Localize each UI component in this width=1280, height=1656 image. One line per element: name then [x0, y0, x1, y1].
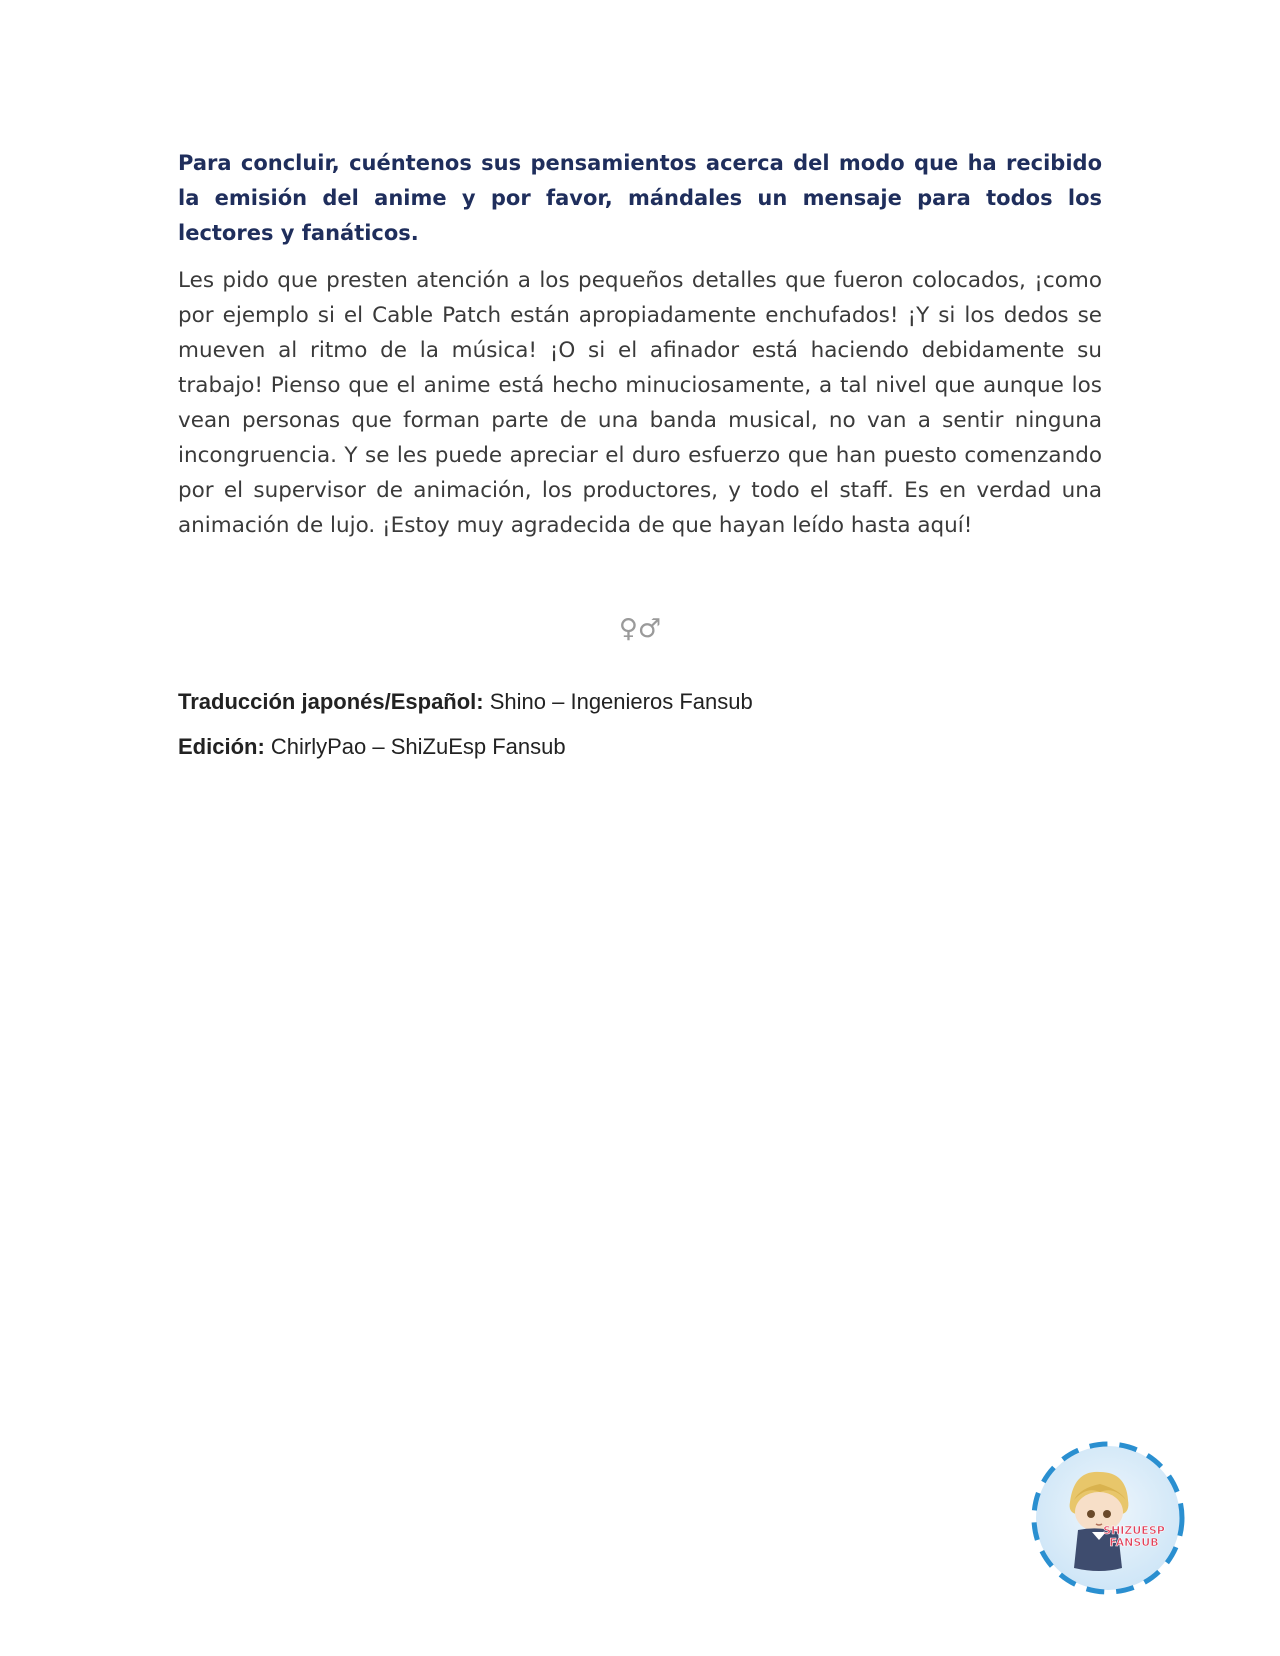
translation-credit-label: Traducción japonés/Español: — [178, 689, 484, 714]
edition-credit-value: ChirlyPao – ShiZuEsp Fansub — [264, 734, 566, 759]
edition-credit — [178, 734, 1102, 760]
credits-block — [178, 689, 1102, 760]
translation-credit — [178, 689, 1102, 715]
interview-answer: Les pido que presten atención a los pequeños detalles que fueron colocados, ¡como por ejemplo si el Cable Patch están apropiadamente enchufados! ¡Y si los dedos se mueven al ritmo de la música! ¡O si el afinador está haciendo debidamente su trabajo! Pienso que el anime está hecho minuciosamente, a tal nivel que aunque los vean personas que forman parte de una banda musical, no van a sentir ninguna incongruencia. Y se les puede apreciar el duro esfuerzo que han puesto comenzando por el supervisor de animación, los productores, y todo el staff. Es en verdad una animación de lujo. ¡Estoy muy agradecida de que hayan leído hasta aquí! — [178, 268, 1102, 538]
edition-credit-label: Edición: — [178, 734, 265, 759]
translation-credit-value: Shino – Ingenieros Fansub — [483, 689, 753, 714]
logo-text-line1: SHIZUESP — [1103, 1524, 1165, 1537]
shizuesp-fansub-logo — [1030, 1440, 1186, 1596]
document-content — [178, 146, 1102, 779]
logo-text-line2: FANSUB — [1109, 1536, 1159, 1549]
interview-question: Para concluir, cuéntenos sus pensamientos acerca del modo que ha recibido la emisión del anime y por favor, mándales un mensaje para todos los lectores y fanáticos. — [178, 151, 1102, 245]
logo-character-icon — [1070, 1472, 1129, 1571]
gender-symbols-separator: ♀♂ — [618, 614, 662, 644]
